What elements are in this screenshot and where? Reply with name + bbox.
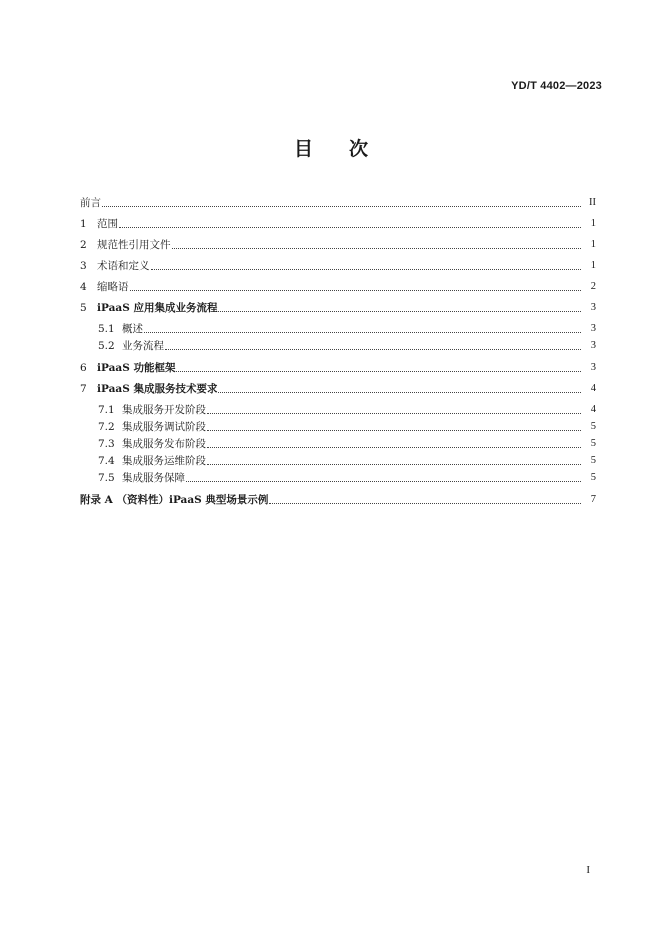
toc-dot-leader (144, 332, 581, 333)
toc-entry[interactable] (98, 435, 596, 451)
toc-dot-leader (207, 413, 581, 414)
toc-entry-page: II (589, 197, 596, 208)
toc-entry-number: 7.5 (98, 472, 115, 484)
toc-entry-page: 4 (590, 404, 596, 415)
toc-heading-part2: 次 (349, 138, 369, 160)
toc-entry[interactable] (80, 299, 596, 315)
toc-entry[interactable] (98, 418, 596, 434)
toc-dot-leader (207, 447, 581, 448)
toc-entry-number: 7.1 (98, 404, 115, 416)
toc-entry-title: 业务流程 (122, 340, 164, 352)
toc-entry-title: 集成服务运维阶段 (122, 455, 206, 467)
toc-entry-title: 概述 (122, 323, 143, 335)
toc-entry-page: 7 (590, 494, 596, 505)
toc-entry-title: iPaaS 集成服务技术要求 (97, 383, 218, 395)
toc-entry[interactable] (80, 359, 596, 375)
toc-entry-number: 7.3 (98, 438, 115, 450)
toc-entry-number: 5.1 (98, 323, 115, 335)
toc-entry[interactable] (80, 278, 596, 294)
toc-entry-title: 范围 (97, 218, 118, 230)
document-code: YD/T 4402—2023 (511, 80, 602, 92)
toc-dot-leader (130, 290, 582, 291)
toc-entry-page: 2 (590, 281, 596, 292)
toc-entry-title: 附录 A （资料性）iPaaS 典型场景示例 (80, 494, 269, 506)
toc-entry[interactable] (80, 236, 596, 252)
toc-dot-leader (176, 371, 581, 372)
toc-entry-page: 1 (590, 239, 596, 250)
toc-entry[interactable] (80, 380, 596, 396)
toc-entry[interactable] (98, 337, 596, 353)
toc-entry-page: 3 (590, 323, 596, 334)
toc-dot-leader (186, 481, 581, 482)
toc-entry-title: 术语和定义 (97, 260, 150, 272)
toc-entry[interactable] (80, 194, 596, 210)
toc-entry-title: 集成服务保障 (122, 472, 185, 484)
toc-entry-page: 5 (590, 472, 596, 483)
toc-dot-leader (207, 464, 581, 465)
toc-entry-number: 7 (80, 383, 87, 395)
toc-dot-leader (102, 206, 581, 207)
toc-entry[interactable] (98, 452, 596, 468)
toc-dot-leader (119, 227, 581, 228)
toc-entry-number: 2 (80, 239, 87, 251)
toc-entry-page: 1 (590, 218, 596, 229)
toc-dot-leader (218, 311, 581, 312)
toc-entry-title: iPaaS 功能框架 (97, 362, 176, 374)
toc-entry[interactable] (98, 469, 596, 485)
toc-dot-leader (207, 430, 581, 431)
toc-heading (0, 134, 662, 161)
toc-entry-number: 7.2 (98, 421, 115, 433)
toc-entry-title: 规范性引用文件 (97, 239, 171, 251)
toc-entry[interactable] (80, 257, 596, 273)
toc-entry-number: 6 (80, 362, 87, 374)
toc-entry-page: 3 (590, 302, 596, 313)
toc-entry-page: 3 (590, 362, 596, 373)
toc-entry-number: 7.4 (98, 455, 115, 467)
toc-entry[interactable] (98, 320, 596, 336)
toc-entry-title: 前言 (80, 197, 101, 209)
toc-entry-title: 集成服务调试阶段 (122, 421, 206, 433)
toc-dot-leader (151, 269, 582, 270)
toc-dot-leader (218, 392, 581, 393)
toc-dot-leader (269, 503, 581, 504)
toc-entry-page: 5 (590, 455, 596, 466)
toc-entry-page: 5 (590, 421, 596, 432)
toc-entry-number: 4 (80, 281, 87, 293)
toc-dot-leader (165, 349, 581, 350)
toc-entry-title: 集成服务发布阶段 (122, 438, 206, 450)
toc-entry-number: 5.2 (98, 340, 115, 352)
toc-dot-leader (172, 248, 582, 249)
toc-entry[interactable] (98, 401, 596, 417)
toc-entry-title: iPaaS 应用集成业务流程 (97, 302, 218, 314)
toc-entry-page: 3 (590, 340, 596, 351)
toc-entry-page: 4 (590, 383, 596, 394)
toc-entry-number: 3 (80, 260, 87, 272)
toc-entry[interactable] (80, 491, 596, 507)
toc-heading-part1: 目 (293, 138, 313, 160)
page-number: I (586, 864, 590, 876)
toc-entry-page: 5 (590, 438, 596, 449)
toc-entry-number: 5 (80, 302, 87, 314)
toc-entry[interactable] (80, 215, 596, 231)
toc-entry-page: 1 (590, 260, 596, 271)
toc-entry-number: 1 (80, 218, 87, 230)
toc-entry-title: 集成服务开发阶段 (122, 404, 206, 416)
toc-entry-title: 缩略语 (97, 281, 129, 293)
